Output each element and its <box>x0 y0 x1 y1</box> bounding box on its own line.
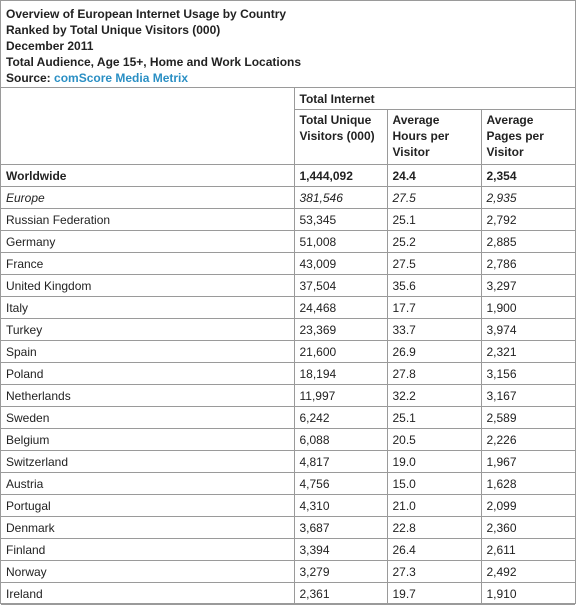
country-cell: Norway <box>1 561 294 583</box>
country-cell: Russian Federation <box>1 209 294 231</box>
table-row <box>1 429 575 451</box>
country-cell: France <box>1 253 294 275</box>
hours-cell: 32.2 <box>387 385 481 407</box>
report-source <box>6 70 575 86</box>
pages-cell: 2,792 <box>481 209 575 231</box>
pages-cell: 3,156 <box>481 363 575 385</box>
pages-cell: 2,885 <box>481 231 575 253</box>
table-row <box>1 583 575 605</box>
country-cell: United Kingdom <box>1 275 294 297</box>
pages-cell: 2,611 <box>481 539 575 561</box>
hours-cell: 15.0 <box>387 473 481 495</box>
pages-cell: 1,910 <box>481 583 575 605</box>
total-internet-header: Total Internet <box>294 88 575 110</box>
visitors-cell: 6,242 <box>294 407 387 429</box>
pages-cell: 1,967 <box>481 451 575 473</box>
source-link[interactable]: comScore Media Metrix <box>54 71 189 85</box>
country-cell: Portugal <box>1 495 294 517</box>
table-row <box>1 165 575 187</box>
table-row <box>1 363 575 385</box>
hours-cell: 19.7 <box>387 583 481 605</box>
pages-cell: 1,900 <box>481 297 575 319</box>
visitors-cell: 3,687 <box>294 517 387 539</box>
pages-cell: 2,589 <box>481 407 575 429</box>
hours-cell: 27.5 <box>387 187 481 209</box>
country-cell: Finland <box>1 539 294 561</box>
table-row <box>1 561 575 583</box>
visitors-cell: 11,997 <box>294 385 387 407</box>
table-row <box>1 517 575 539</box>
table-row <box>1 385 575 407</box>
hours-cell: 26.9 <box>387 341 481 363</box>
country-cell: Turkey <box>1 319 294 341</box>
pages-cell: 2,360 <box>481 517 575 539</box>
pages-cell: 2,226 <box>481 429 575 451</box>
visitors-cell: 21,600 <box>294 341 387 363</box>
hours-cell: 25.1 <box>387 209 481 231</box>
hours-cell: 25.1 <box>387 407 481 429</box>
pages-cell: 3,167 <box>481 385 575 407</box>
col-header-hours: Average Hours per Visitor <box>387 110 481 165</box>
visitors-cell: 24,468 <box>294 297 387 319</box>
col-header-pages: Average Pages per Visitor <box>481 110 575 165</box>
visitors-cell: 23,369 <box>294 319 387 341</box>
table-row <box>1 319 575 341</box>
hours-cell: 19.0 <box>387 451 481 473</box>
visitors-cell: 381,546 <box>294 187 387 209</box>
visitors-cell: 18,194 <box>294 363 387 385</box>
hours-cell: 21.0 <box>387 495 481 517</box>
table-row <box>1 495 575 517</box>
country-cell: Netherlands <box>1 385 294 407</box>
country-cell: Ireland <box>1 583 294 605</box>
visitors-cell: 37,504 <box>294 275 387 297</box>
visitors-cell: 3,279 <box>294 561 387 583</box>
visitors-cell: 53,345 <box>294 209 387 231</box>
country-cell: Italy <box>1 297 294 319</box>
table-row <box>1 407 575 429</box>
country-cell: Spain <box>1 341 294 363</box>
table-row <box>1 473 575 495</box>
country-cell: Switzerland <box>1 451 294 473</box>
table-row <box>1 209 575 231</box>
pages-cell: 3,974 <box>481 319 575 341</box>
hours-cell: 26.4 <box>387 539 481 561</box>
table-row <box>1 297 575 319</box>
visitors-cell: 6,088 <box>294 429 387 451</box>
pages-cell: 1,628 <box>481 473 575 495</box>
hours-cell: 24.4 <box>387 165 481 187</box>
usage-table <box>1 87 575 605</box>
table-row <box>1 187 575 209</box>
source-label: Source: <box>6 71 55 85</box>
report-date: December 2011 <box>6 39 94 53</box>
visitors-cell: 43,009 <box>294 253 387 275</box>
country-cell: Denmark <box>1 517 294 539</box>
pages-cell: 2,786 <box>481 253 575 275</box>
table-row <box>1 275 575 297</box>
country-cell: Belgium <box>1 429 294 451</box>
visitors-cell: 51,008 <box>294 231 387 253</box>
hours-cell: 22.8 <box>387 517 481 539</box>
table-row <box>1 451 575 473</box>
country-cell: Worldwide <box>1 165 294 187</box>
hours-cell: 27.8 <box>387 363 481 385</box>
visitors-cell: 4,817 <box>294 451 387 473</box>
visitors-cell: 3,394 <box>294 539 387 561</box>
visitors-cell: 4,310 <box>294 495 387 517</box>
table-row <box>1 341 575 363</box>
report-title: Overview of European Internet Usage by Country <box>6 7 287 21</box>
report-subtitle: Ranked by Total Unique Visitors (000) <box>6 23 221 37</box>
hours-cell: 35.6 <box>387 275 481 297</box>
visitors-cell: 1,444,092 <box>294 165 387 187</box>
table-body <box>1 165 575 605</box>
hours-cell: 25.2 <box>387 231 481 253</box>
country-cell: Germany <box>1 231 294 253</box>
group-header-row <box>1 88 575 110</box>
visitors-cell: 4,756 <box>294 473 387 495</box>
pages-cell: 2,099 <box>481 495 575 517</box>
hours-cell: 33.7 <box>387 319 481 341</box>
table-row <box>1 253 575 275</box>
pages-cell: 2,492 <box>481 561 575 583</box>
pages-cell: 2,321 <box>481 341 575 363</box>
pages-cell: 2,935 <box>481 187 575 209</box>
hours-cell: 17.7 <box>387 297 481 319</box>
hours-cell: 27.5 <box>387 253 481 275</box>
report-header <box>1 1 575 88</box>
country-cell: Poland <box>1 363 294 385</box>
table-row <box>1 231 575 253</box>
visitors-cell: 2,361 <box>294 583 387 605</box>
table-row <box>1 539 575 561</box>
pages-cell: 2,354 <box>481 165 575 187</box>
report-audience: Total Audience, Age 15+, Home and Work Locations <box>6 55 302 69</box>
hours-cell: 27.3 <box>387 561 481 583</box>
country-cell: Sweden <box>1 407 294 429</box>
country-cell: Austria <box>1 473 294 495</box>
col-header-visitors: Total Unique Visitors (000) <box>294 110 387 165</box>
country-header-cell <box>1 88 294 165</box>
pages-cell: 3,297 <box>481 275 575 297</box>
hours-cell: 20.5 <box>387 429 481 451</box>
country-cell: Europe <box>1 187 294 209</box>
